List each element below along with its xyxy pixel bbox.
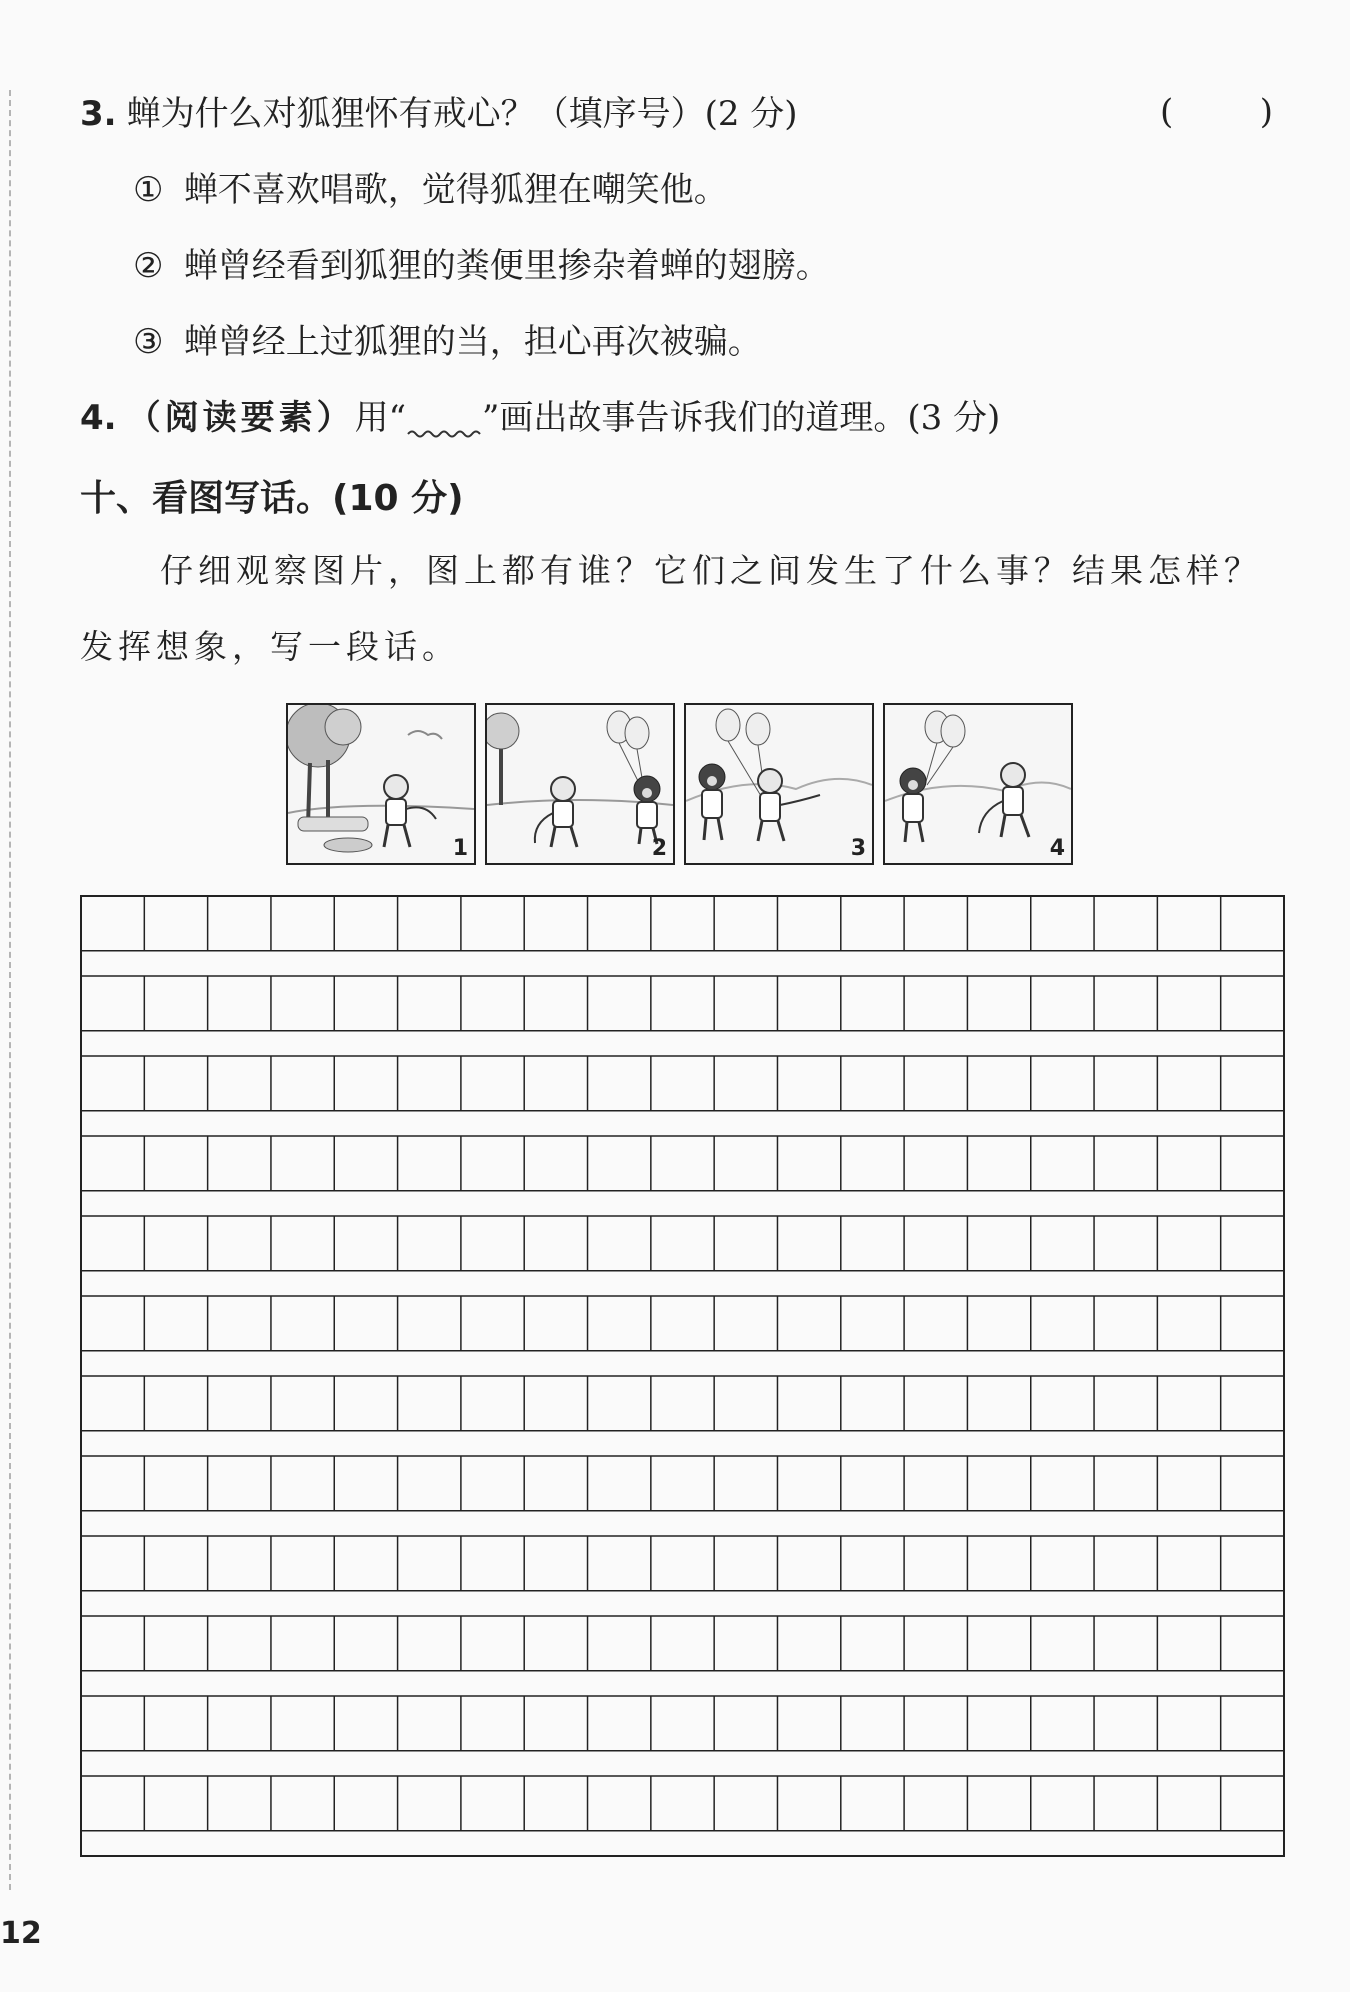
question-text-after: ”画出故事告诉我们的道理。(3 分) xyxy=(481,398,1001,438)
binding-margin-line xyxy=(9,90,11,1890)
question-text-before: 用“ xyxy=(354,398,406,438)
option-mark: ③ xyxy=(133,322,164,362)
option-3 xyxy=(133,320,762,364)
monkey-takes-balloons-illustration xyxy=(686,705,872,863)
wavy-underline-icon xyxy=(406,404,482,440)
picture-number: 3 xyxy=(850,836,866,861)
section-title: 十、看图写话。(10 分) xyxy=(80,478,464,519)
section-points: 10 xyxy=(348,478,399,519)
picture-4 xyxy=(883,703,1073,865)
page-number: 12 xyxy=(0,1916,42,1951)
option-1 xyxy=(133,168,728,212)
question-4 xyxy=(80,396,1000,440)
monkey-by-tree-illustration xyxy=(288,705,474,863)
writing-grid[interactable] xyxy=(80,895,1285,1857)
option-2 xyxy=(133,244,830,288)
picture-2 xyxy=(485,703,675,865)
picture-1 xyxy=(286,703,476,865)
picture-number: 2 xyxy=(651,836,667,861)
option-text: 蝉曾经看到狐狸的粪便里掺杂着蝉的翅膀。 xyxy=(183,246,830,286)
question-number: 3. xyxy=(80,94,117,134)
question-number: 4. xyxy=(80,398,117,438)
option-mark: ① xyxy=(133,170,164,210)
option-text: 蝉不喜欢唱歌，觉得狐狸在嘲笑他。 xyxy=(183,170,728,210)
instruction-line-1: 仔细观察图片，图上都有谁？它们之间发生了什么事？结果怎样？ xyxy=(160,551,1262,590)
monkey-meets-bear-illustration xyxy=(487,705,673,863)
option-mark: ② xyxy=(133,246,164,286)
picture-number: 4 xyxy=(1049,836,1065,861)
picture-3 xyxy=(684,703,874,865)
option-text: 蝉曾经上过狐狸的当，担心再次被骗。 xyxy=(183,322,762,362)
question-text: 蝉为什么对狐狸怀有戒心？（填序号）(2 分) xyxy=(126,94,798,134)
question-3 xyxy=(80,92,798,136)
bear-waves-monkey-leaves-illustration xyxy=(885,705,1071,863)
reading-element-tag: （阅读要素） xyxy=(126,398,355,438)
answer-bracket[interactable]: ( ) xyxy=(1160,92,1273,132)
instruction-line-2: 发挥想象，写一段话。 xyxy=(80,627,460,666)
picture-number: 1 xyxy=(452,836,468,861)
